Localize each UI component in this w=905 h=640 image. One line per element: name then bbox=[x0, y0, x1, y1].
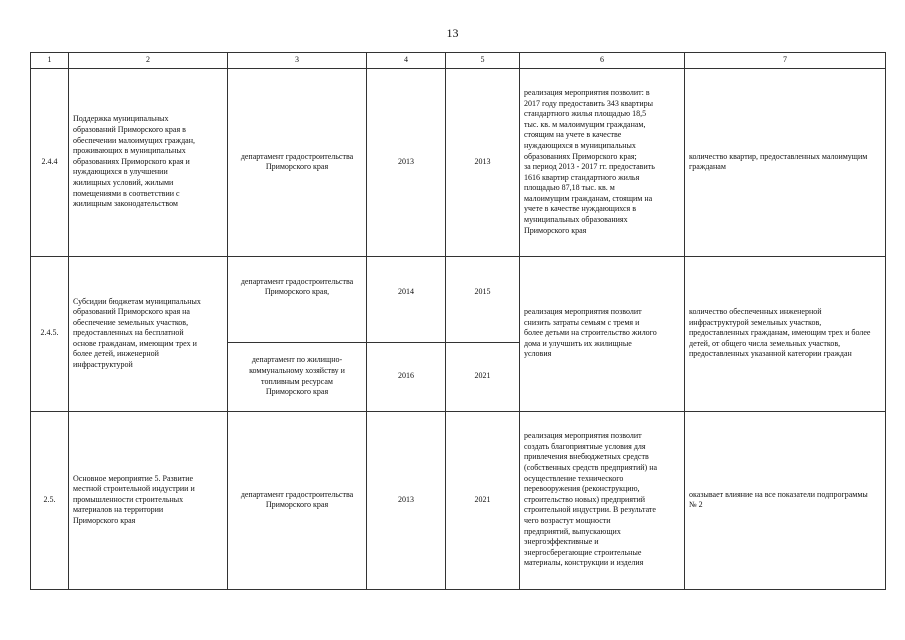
row-number: 2.5. bbox=[31, 411, 69, 589]
end-year: 2015 bbox=[446, 256, 520, 342]
header-col-5: 5 bbox=[446, 53, 520, 69]
table-row-2-4-5 bbox=[31, 256, 886, 342]
end-year: 2021 bbox=[446, 342, 520, 411]
expected-result: реализация мероприятия позволит: в 2017 году предоставить 343 квартиры стандартного жилья площадью 18,5 тыс. кв. м малоимущим гражданам, стоящим на учете в качестве нуждающихся в муниципальных образованиях Приморского края; за период 2013 - 2017 гг. предоставить 1616 квартир стандартного жилья площадью 87,18 тыс. кв. м малоимущим гражданам, стоящим на учете в качестве нуждающихся в муниципальных образованиях Приморского края bbox=[520, 68, 685, 256]
start-year: 2016 bbox=[367, 342, 446, 411]
measure-name: Субсидии бюджетам муниципальных образований Приморского края на обеспечение земельных участков, предоставленных на бесплатной основе гражданам, имеющим трех и более детей, инженерной инфраструктурой bbox=[69, 256, 228, 411]
row-number: 2.4.5. bbox=[31, 256, 69, 411]
start-year: 2013 bbox=[367, 411, 446, 589]
header-col-3: 3 bbox=[228, 53, 367, 69]
page-number: 13 bbox=[446, 26, 459, 40]
indicator: оказывает влияние на все показатели подпрограммы № 2 bbox=[685, 411, 886, 589]
start-year: 2013 bbox=[367, 68, 446, 256]
executor: департамент градостроительства Приморского края bbox=[228, 411, 367, 589]
measure-name: Поддержка муниципальных образований Приморского края в обеспечении малоимущих граждан, проживающих в муниципальных образованиях Приморского края и нуждающихся в улучшении жилищных условий, жилыми помещениями в соответствии с жилищным законодательством bbox=[69, 68, 228, 256]
end-year: 2013 bbox=[446, 68, 520, 256]
measures-table bbox=[30, 52, 886, 590]
table-row-2-4-4 bbox=[31, 68, 886, 256]
expected-result: реализация мероприятия позволит снизить затраты семьям с тремя и более детьми на строительство жилого дома и улучшить их жилищные условия bbox=[520, 256, 685, 411]
start-year: 2014 bbox=[367, 256, 446, 342]
indicator: количество квартир, предоставленных малоимущим гражданам bbox=[685, 68, 886, 256]
header-col-4: 4 bbox=[367, 53, 446, 69]
table-row-2-5 bbox=[31, 411, 886, 589]
expected-result: реализация мероприятия позволит создать благоприятные условия для привлечения внебюджетных средств (собственных средств предприятий) на осуществление технического перевооружения (реконструкцию, строительство новых) предприятий строительной индустрии. В результате чего возрастут мощности предприятий, выпускающих энергоэффективные и энергосберегающие строительные материалы, конструкции и изделия bbox=[520, 411, 685, 589]
executor: департамент по жилищно- коммунальному хозяйству и топливным ресурсам Приморского края bbox=[228, 342, 367, 411]
column-number-header-row bbox=[31, 53, 886, 69]
header-col-2: 2 bbox=[69, 53, 228, 69]
executor: департамент градостроительства Приморского края, bbox=[228, 256, 367, 342]
indicator: количество обеспеченных инженерной инфраструктурой земельных участков, предоставленных гражданам, имеющим трех и более детей, от общего числа земельных участков, предоставленных указанной категории граждан bbox=[685, 256, 886, 411]
header-col-6: 6 bbox=[520, 53, 685, 69]
header-col-1: 1 bbox=[31, 53, 69, 69]
row-number: 2.4.4 bbox=[31, 68, 69, 256]
measure-name: Основное мероприятие 5. Развитие местной строительной индустрии и промышленности строительных материалов на территории Приморского края bbox=[69, 411, 228, 589]
end-year: 2021 bbox=[446, 411, 520, 589]
executor: департамент градостроительства Приморского края bbox=[228, 68, 367, 256]
header-col-7: 7 bbox=[685, 53, 886, 69]
